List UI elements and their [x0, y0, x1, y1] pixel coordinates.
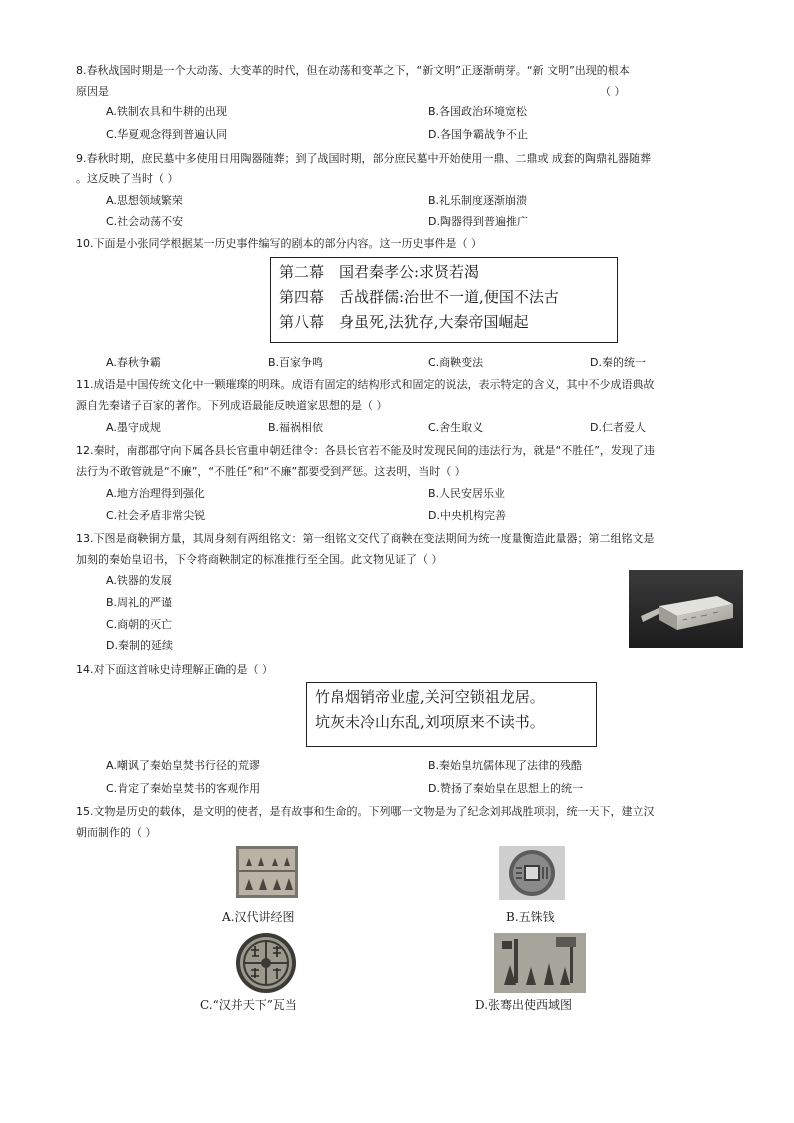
q12-stem-line1: 12.秦时，南郡郡守向下属各县长官重申朝廷律令：各县长官若不能及时发现民间的违法行为，就是“不胜任”，发现了违 [76, 444, 655, 457]
q14-poem-line: 竹帛烟销帝业虚,关河空锁祖龙居。 [315, 688, 545, 706]
q13-option-a[interactable]: A.铁器的发展 [106, 574, 172, 587]
q9-option-c[interactable]: C.社会动荡不安 [106, 215, 184, 228]
q10-stem: 10.下面是小张同学根据某一历史事件编写的剧本的部分内容。这一历史事件是（ ） [76, 237, 482, 250]
q14-stem: 14.对下面这首咏史诗理解正确的是（ ） [76, 663, 273, 676]
q9-option-a[interactable]: A.思想领域繁荣 [106, 194, 183, 207]
zhang-qian-mural-image[interactable] [494, 933, 586, 993]
q13-option-d[interactable]: D.秦制的延续 [106, 639, 173, 652]
han-roof-tile-end-image[interactable] [233, 932, 299, 994]
q11-stem-line2: 源自先秦诸子百家的著作。下列成语最能反映道家思想的是（ ） [76, 399, 388, 412]
q10-option-b[interactable]: B.百家争鸣 [268, 356, 324, 369]
q10-option-d[interactable]: D.秦的统一 [590, 356, 646, 369]
q15-stem-line1: 15.文物是历史的载体，是文明的使者，是有故事和生命的。下列哪一文物是为了纪念刘邦战胜项羽，统一天下，建立汉 [76, 805, 655, 818]
q14-option-b[interactable]: B.秦始皇坑儒体现了法律的残酷 [428, 759, 583, 772]
q12-option-c[interactable]: C.社会矛盾非常尖锐 [106, 509, 206, 522]
q9-stem-line1: 9.春秋时期，庶民墓中多使用日用陶器随葬；到了战国时期，部分庶民墓中开始使用一鼎、二鼎或 成套的陶鼎礼器随葬 [76, 152, 651, 165]
q8-answer-blank: （ ） [600, 85, 626, 98]
q15-option-a-caption[interactable]: A.汉代讲经图 [222, 910, 295, 924]
q13-option-c[interactable]: C.商朝的灭亡 [106, 618, 173, 631]
q15-stem-line2: 朝而制作的（ ） [76, 826, 157, 839]
q8-option-b[interactable]: B.各国政治环境宽松 [428, 105, 528, 118]
q11-option-b[interactable]: B.福祸相依 [268, 421, 324, 434]
q12-option-b[interactable]: B.人民安居乐业 [428, 487, 506, 500]
q13-option-b[interactable]: B.周礼的严谨 [106, 596, 173, 609]
q14-poem-box [306, 682, 597, 747]
q9-option-d[interactable]: D.陶器得到普遍推广 [428, 215, 528, 228]
q9-option-b[interactable]: B.礼乐制度逐渐崩溃 [428, 194, 528, 207]
q11-option-c[interactable]: C.舍生取义 [428, 421, 484, 434]
q14-poem-line: 坑灰未冷山东乱,刘项原来不读书。 [315, 713, 545, 731]
q8-option-d[interactable]: D.各国争霸战争不止 [428, 128, 528, 141]
q13-stem-line1: 13.下图是商鞅铜方量，其周身刻有两组铭文：第一组铭文交代了商鞅在变法期间为统一度量衡造此量器；第二组铭文是 [76, 532, 655, 545]
q8-option-c[interactable]: C.华夏观念得到普遍认同 [106, 128, 228, 141]
q8-option-a[interactable]: A.铁制农具和牛耕的出现 [106, 105, 227, 118]
q15-option-d-caption[interactable]: D.张骞出使西域图 [475, 998, 573, 1012]
q15-option-c-caption[interactable]: C.“汉并天下”瓦当 [200, 998, 297, 1012]
q9-stem-line2: 。这反映了当时（ ） [76, 172, 179, 185]
q10-script-box [270, 257, 618, 343]
q14-option-c[interactable]: C.肯定了秦始皇焚书的客观作用 [106, 782, 261, 795]
q10-script-line: 第八幕 身虽死,法犹存,大秦帝国崛起 [279, 313, 529, 331]
q10-script-line: 第四幕 舌战群儒:治世不一道,便国不法古 [279, 288, 559, 306]
q12-option-d[interactable]: D.中央机构完善 [428, 509, 506, 522]
q13-stem-line2: 加刻的秦始皇诏书，下令将商鞅制定的标准推行至全国。此文物见证了（ ） [76, 553, 443, 566]
q10-option-a[interactable]: A.春秋争霸 [106, 356, 161, 369]
q12-stem-line2: 法行为不敢管就是“不廉”，“不胜任”和“不廉”都要受到严惩。这表明，当时（ ） [76, 465, 466, 478]
q12-option-a[interactable]: A.地方治理得到强化 [106, 487, 205, 500]
q10-script-line: 第二幕 国君秦孝公:求贤若渴 [279, 263, 480, 281]
q14-option-a[interactable]: A.嘲讽了秦始皇焚书行径的荒谬 [106, 759, 260, 772]
bronze-measure-photo [629, 570, 743, 648]
q8-stem-line2: 原因是 [76, 85, 109, 98]
q8-stem-line1: 8.春秋战国时期是一个大动荡、大变革的时代，但在动荡和变革之下，“新文明”正逐渐萌芽。“新 文明”出现的根本 [76, 64, 630, 77]
q14-option-d[interactable]: D.赞扬了秦始皇在思想上的统一 [428, 782, 583, 795]
q15-option-b-caption[interactable]: B.五铢钱 [506, 910, 555, 924]
q11-stem-line1: 11.成语是中国传统文化中一颗璀璨的明珠。成语有固定的结构形式和固定的说法，表示特定的含义，其中不少成语典故 [76, 378, 655, 391]
han-lecture-relief-image[interactable] [236, 846, 298, 898]
q11-option-d[interactable]: D.仁者爱人 [590, 421, 646, 434]
q10-option-c[interactable]: C.商鞅变法 [428, 356, 484, 369]
wuzhu-coin-image[interactable] [499, 846, 565, 900]
q11-option-a[interactable]: A.墨守成规 [106, 421, 161, 434]
